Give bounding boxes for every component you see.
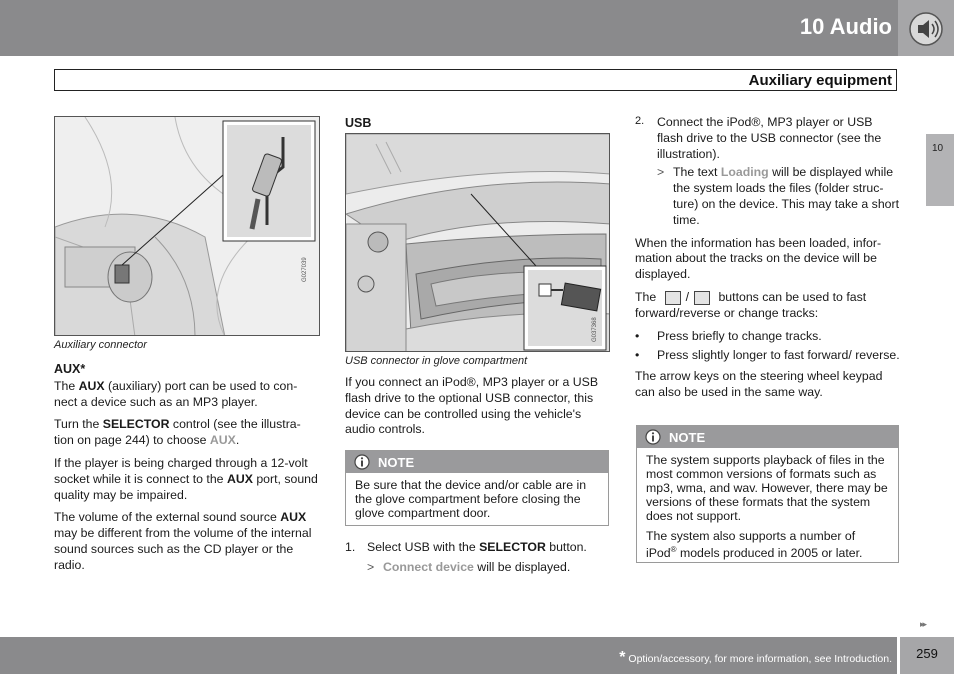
aux-heading: AUX* <box>54 362 86 376</box>
format-note-paragraph-1: The system supports playback of files in the most common versions of formats such as mp3, wma, and wav. However, there may be versions of these formats that the system does not support. <box>646 453 888 523</box>
step-1-result: > Connect device will be displayed. <box>367 559 571 574</box>
result-marker: > <box>657 165 665 180</box>
format-note-header <box>637 426 898 448</box>
aux-paragraph-4: The volume of the external sound source AUX may be different from the volume of the internal sound sources such as the CD player or the radio. <box>54 510 312 572</box>
reverse-button-icon <box>665 291 681 305</box>
step-2-number: 2. <box>635 115 645 127</box>
step-1-line: 1. Select USB with the SELECTOR button. <box>345 540 587 554</box>
tracks-info-paragraph: When the information has been loaded, infor-mation about the tracks on the device will be displayed. <box>635 235 882 282</box>
usb-figure-caption: USB connector in glove compartment <box>345 355 528 367</box>
forward-button-icon <box>694 291 710 305</box>
aux-figure-code: G027039 <box>302 257 308 282</box>
speaker-icon-box <box>898 0 954 56</box>
info-icon <box>645 429 661 445</box>
bullet-item: • Press briefly to change tracks. <box>635 328 822 343</box>
result-marker: > <box>367 559 375 574</box>
usb-note-title: NOTE <box>378 455 415 470</box>
usb-step-1 <box>345 540 610 576</box>
footer-asterisk: * <box>619 649 626 666</box>
steering-keypad-paragraph: The arrow keys on the steering wheel keypad can also be used in the same way. <box>635 369 883 399</box>
fast-forward-paragraph: The / buttons can be used to fast forward/reverse or change tracks: <box>635 289 867 320</box>
section-title: Auxiliary equipment <box>748 72 892 89</box>
step-1-number: 1. <box>345 540 356 554</box>
usb-paragraph-1: If you connect an iPod®, MP3 player or a USB flash drive to the optional USB connector, this device can be controlled using the vehicle's audio controls. <box>345 375 599 437</box>
usb-note-header <box>346 451 608 473</box>
format-note-paragraph-2: The system also supports a number of iPod® models produced in 2005 or later. <box>646 529 863 561</box>
chapter-tab-number: 10 <box>932 143 944 154</box>
usb-glovebox-illustration <box>346 134 610 352</box>
step-2-result: > The text Loading will be displayed while the system loads the files (folder struc-ture) on the device. This may take a short time. <box>657 165 900 227</box>
format-note-title: NOTE <box>669 430 706 445</box>
usb-intro <box>345 375 610 445</box>
format-note-box <box>636 425 899 563</box>
step-2-line: 2. Connect the iPod®, MP3 player or USB flash drive to the USB connector (see the illustration). <box>635 115 882 161</box>
right-column <box>635 115 900 408</box>
aux-section <box>54 362 320 581</box>
aux-paragraph-2: Turn the SELECTOR control (see the illustra-tion on page 244) to choose AUX. <box>54 417 301 448</box>
chapter-title: 10 Audio <box>799 14 892 39</box>
bullet-item: • Press slightly longer to fast forward/ reverse. <box>635 348 900 363</box>
usb-figure-code: G037368 <box>592 317 598 342</box>
aux-connector-figure <box>54 116 320 336</box>
usb-connector-figure <box>345 133 610 352</box>
info-icon <box>354 454 370 470</box>
usb-note-text: Be sure that the device and/or cable are in the glove compartment before closing the glove compartment door. <box>355 478 587 520</box>
footer-note: * Option/accessory, for more information, see Introduction. <box>619 649 892 666</box>
usb-note-box <box>345 450 609 526</box>
aux-figure-caption: Auxiliary connector <box>54 339 147 351</box>
format-note-body <box>637 448 898 571</box>
aux-paragraph-3: If the player is being charged through a 12-volt socket while it is connect to the AUX port, sound quality may be impaired. <box>54 455 318 502</box>
next-page-arrows: ▸▸ <box>920 619 926 629</box>
aux-paragraph-1: The AUX (auxiliary) port can be used to con-nect a device such as an MP3 player. <box>54 378 298 409</box>
aux-connector-illustration <box>55 117 320 336</box>
speaker-icon <box>898 0 954 56</box>
usb-heading: USB <box>345 116 372 130</box>
page-number: 259 <box>916 646 938 661</box>
